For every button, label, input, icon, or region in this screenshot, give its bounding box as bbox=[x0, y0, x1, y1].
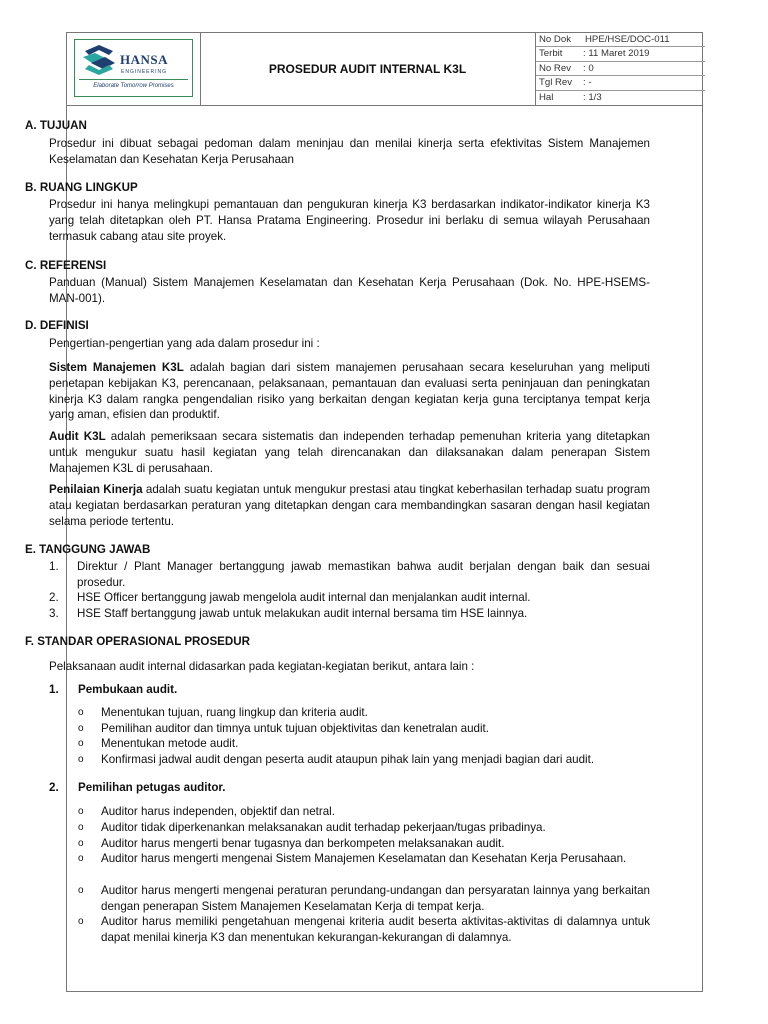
bullet-icon: o bbox=[78, 738, 84, 749]
section-heading-sop: F. STANDAR OPERASIONAL PROSEDUR bbox=[25, 635, 251, 648]
company-logo bbox=[74, 39, 193, 97]
bullet-text: Konfirmasi jadwal audit dengan peserta audit ataupun pihak lain yang menjadi bagian dari audit. bbox=[101, 753, 595, 766]
step-title: Pemilihan petugas auditor. bbox=[78, 781, 226, 794]
section-heading-ruang-lingkup: B. RUANG LINGKUP bbox=[25, 181, 138, 194]
definition-penilaian-kinerja bbox=[49, 482, 650, 529]
bullet-icon: o bbox=[78, 723, 84, 734]
bullet-text: Auditor tidak diperkenankan melaksanakan audit terhadap pekerjaan/tugas pribadinya. bbox=[101, 821, 546, 834]
section-heading-tanggung-jawab: E. TANGGUNG JAWAB bbox=[25, 543, 151, 556]
logo-divider bbox=[79, 79, 188, 80]
definition-text: adalah bagian dari sistem manajemen perusahaan secara keseluruhan yang meliputi penetapan kebijakan K3, perencanaan, pelaksanaan, pemantauan dan evaluasi serta peninjauan dan peningkatan kinerja K3 dalam rangka pengendalian risiko yang berkaitan dengan kegiatan kerja guna terciptanya tempat kerja yang aman, efisien dan produktif. bbox=[49, 361, 651, 422]
section-heading-tujuan: A. TUJUAN bbox=[25, 119, 87, 132]
bullet-text: Auditor harus mengerti benar tugasnya dan berkompeten melaksanakan audit. bbox=[101, 837, 505, 850]
definition-text: adalah pemeriksaan secara sistematis dan independen terhadap pemenuhan kriteria yang ditetapkan untuk mengukur suatu hasil kegiatan yang telah direncanakan dan dilaksanakan dalam penerapan Sistem Manajemen K3L di perusahaan. bbox=[49, 430, 650, 475]
bullet-icon: o bbox=[78, 707, 84, 718]
bullet-icon: o bbox=[78, 822, 84, 833]
bullet-icon: o bbox=[78, 885, 84, 896]
definition-term: Penilaian Kinerja bbox=[49, 483, 143, 496]
bullet-text: Pemilihan auditor dan timnya untuk tujuan objektivitas dan kenetralan audit. bbox=[101, 722, 489, 735]
section-text-tujuan: Prosedur ini dibuat sebagai pedoman dalam meninjau dan menilai kinerja serta efektivitas Sistem Manajemen Keselamatan dan Kesehatan Kerja Perusahaan bbox=[49, 137, 650, 166]
list-number: 1. bbox=[49, 560, 59, 573]
meta-value: : 1/3 bbox=[583, 91, 602, 103]
bullet-icon: o bbox=[78, 754, 84, 765]
list-number: 2. bbox=[49, 591, 59, 604]
list-text: HSE Staff bertanggung jawab untuk melakukan audit internal bersama tim HSE lainnya. bbox=[77, 607, 528, 620]
meta-value: : 0 bbox=[583, 62, 594, 74]
document-header bbox=[67, 33, 702, 106]
meta-row-hal bbox=[536, 91, 705, 105]
section-heading-definisi: D. DEFINISI bbox=[25, 319, 89, 332]
bullet-text: Auditor harus mengerti mengenai peraturan perundang-undangan dan persyaratan lainnya yang berkaitan dengan penerapan Sistem Manajemen Keselamatan Kerja di tempat kerja. bbox=[101, 884, 650, 913]
sop-intro: Pelaksanaan audit internal didasarkan pada kegiatan-kegiatan berikut, antara lain : bbox=[49, 660, 475, 673]
bullet-text: Menentukan tujuan, ruang lingkup dan kriteria audit. bbox=[101, 706, 368, 719]
meta-row-tgl-rev bbox=[536, 76, 705, 90]
meta-key: Tgl Rev bbox=[539, 77, 573, 89]
definition-text: adalah suatu kegiatan untuk mengukur prestasi atau tingkat keberhasilan terhadap suatu program atau kegiatan berdasarkan peraturan yang ditetapkan dengan cara membandingkan sasaran dengan hasil kegiatan selama periode tertentu. bbox=[49, 483, 650, 528]
document-title: PROSEDUR AUDIT INTERNAL K3L bbox=[268, 62, 467, 76]
meta-key: No Rev bbox=[539, 62, 571, 74]
bullet-icon: o bbox=[78, 916, 84, 927]
meta-key: Hal bbox=[539, 91, 554, 103]
meta-key: No Dok bbox=[539, 34, 571, 45]
meta-value: : 11 Maret 2019 bbox=[583, 48, 650, 60]
logo-tagline: Elaborate Tomorrow Promises bbox=[93, 83, 174, 89]
step-title: Pembukaan audit. bbox=[78, 683, 178, 696]
logo-brand-text: HANSA bbox=[120, 52, 169, 67]
hansa-logo-icon bbox=[79, 43, 119, 79]
definition-term: Audit K3L bbox=[49, 430, 106, 443]
section-text-referensi: Panduan (Manual) Sistem Manajemen Keselamatan dan Kesehatan Kerja Perusahaan (Dok. No. HPE-HSEMS-MAN-001). bbox=[49, 276, 650, 305]
list-text: Direktur / Plant Manager bertanggung jawab memastikan bahwa audit berjalan dengan baik dan sesuai prosedur. bbox=[77, 560, 650, 589]
meta-value: HPE/HSE/DOC-011 bbox=[585, 34, 670, 45]
step-number: 2. bbox=[49, 781, 59, 794]
bullet-icon: o bbox=[78, 806, 84, 817]
logo-sub-text: ENGINEERING bbox=[121, 69, 168, 75]
meta-row-no-rev bbox=[536, 62, 705, 76]
section-text-ruang-lingkup: Prosedur ini hanya melingkupi pemantauan dan pengukuran kinerja K3 berdasarkan indikator-indikator kinerja K3 yang telah ditetapkan oleh PT. Hansa Pratama Engineering. Prosedur ini berlaku di semua wilayah Perusahaan termasuk cabang atau site proyek. bbox=[49, 198, 650, 243]
logo-cell bbox=[67, 33, 201, 105]
bullet-text: Auditor harus mengerti mengenai Sistem Manajemen Keselamatan dan Kesehatan Kerja Perusahaan. bbox=[101, 852, 627, 865]
definisi-intro: Pengertian-pengertian yang ada dalam prosedur ini : bbox=[49, 337, 320, 350]
section-heading-referensi: C. REFERENSI bbox=[25, 259, 107, 272]
definition-sistem-manajemen bbox=[49, 360, 650, 423]
definition-audit-k3l bbox=[49, 429, 650, 476]
definition-term: Sistem Manajemen K3L bbox=[49, 361, 184, 374]
meta-key: Terbit bbox=[539, 48, 563, 60]
list-number: 3. bbox=[49, 607, 59, 620]
bullet-text: Auditor harus independen, objektif dan netral. bbox=[101, 805, 335, 818]
bullet-icon: o bbox=[78, 853, 84, 864]
meta-value: : - bbox=[583, 77, 592, 89]
step-number: 1. bbox=[49, 683, 59, 696]
list-text: HSE Officer bertanggung jawab mengelola audit internal dan menjalankan audit internal. bbox=[77, 591, 531, 604]
meta-row-no-dok bbox=[536, 33, 705, 47]
bullet-icon: o bbox=[78, 838, 84, 849]
bullet-text: Auditor harus memiliki pengetahuan mengenai kriteria audit beserta aktivitas-aktivitas di dalamnya untuk dapat menilai kinerja K3 dan menentukan kekurangan-kekurangan di dalamnya. bbox=[101, 915, 650, 944]
bullet-text: Menentukan metode audit. bbox=[101, 737, 239, 750]
meta-row-terbit bbox=[536, 47, 705, 61]
document-meta-table bbox=[535, 33, 705, 105]
